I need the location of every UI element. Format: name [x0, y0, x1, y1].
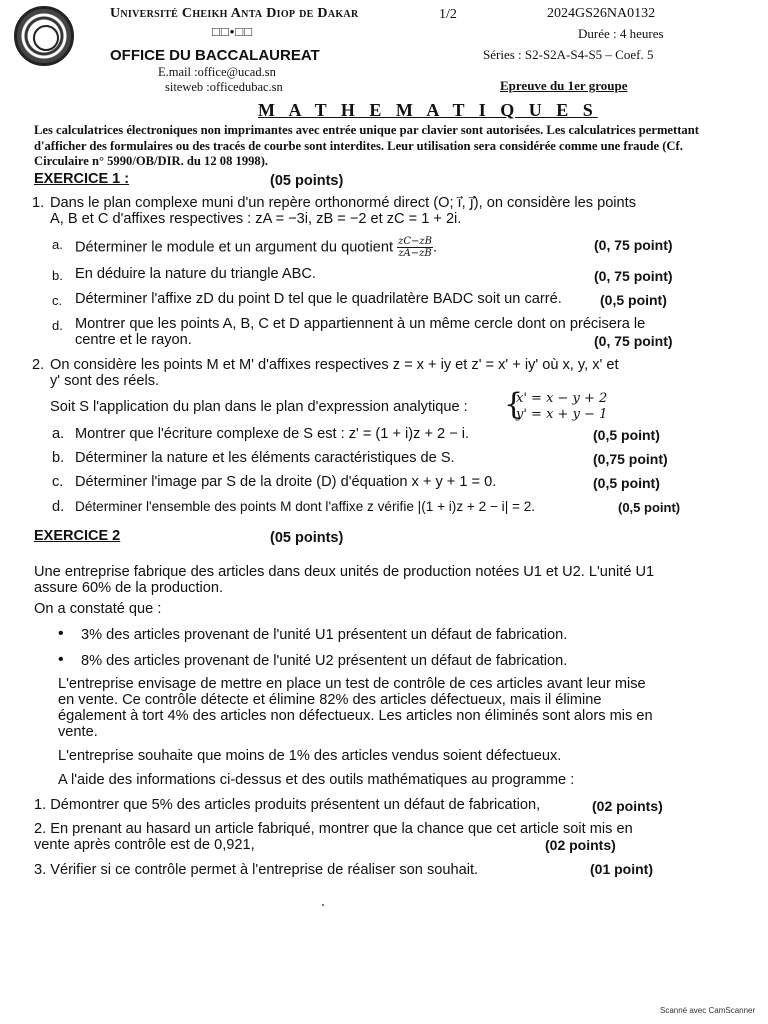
ex1-b-text: En déduire la nature du triangle ABC. [75, 266, 316, 282]
ex1-s-definition: Soit S l'application du plan dans le plan d'expression analytique : [50, 399, 468, 415]
office-website: siteweb :officedubac.sn [165, 80, 283, 94]
ex1-q2c-points: (0,5 point) [593, 475, 660, 491]
ex2-para4: A l'aide des informations ci-dessus et des outils mathématiques au programme : [58, 772, 575, 788]
ex1-q2b-text: Déterminer la nature et les éléments caractéristiques de S. [75, 450, 455, 466]
ex2-para3: L'entreprise souhaite que moins de 1% des articles vendus soient défectueux. [58, 748, 562, 764]
university-name: Université Cheikh Anta Diop de Dakar [110, 6, 359, 21]
scanner-watermark: Scanné avec CamScanner [660, 1006, 756, 1015]
ex1-d-line1: Montrer que les points A, B, C et D appartiennent à un même cercle dont on précisera le [75, 316, 646, 332]
ex1-a-points: (0, 75 point) [594, 237, 673, 253]
ex2-q1-points: (02 points) [592, 798, 663, 814]
ex1-c-label: c. [52, 293, 63, 308]
ex2-q2-line2: vente après contrôle est de 0,921, [34, 837, 255, 853]
system-equation-1: x' = x − y + 2 [516, 391, 608, 406]
page-title: M A T H E M A T I Q U E S [258, 100, 598, 120]
ex2-q2-line1: 2. En prenant au hasard un article fabriqué, montrer que la chance que cet article soit mis en [34, 821, 633, 837]
bullet-icon: • [58, 625, 64, 642]
ex2-intro-line2: assure 60% de la production. [34, 580, 224, 596]
ex1-a-fraction [397, 236, 433, 259]
exercise1-heading: EXERCICE 1 : [34, 171, 130, 187]
ex1-d-points: (0, 75 point) [594, 333, 673, 349]
ex2-q1-text: 1. Démontrer que 5% des articles produits présentent un défaut de fabrication, [34, 797, 541, 813]
university-logo [14, 6, 74, 66]
ex1-q2-line2: y' sont des réels. [50, 373, 160, 389]
ex2-q3-points: (01 point) [590, 861, 653, 877]
ex1-q2d-text: Déterminer l'ensemble des points M dont l'affixe z vérifie |(1 + i)z + 2 − i| = 2. [75, 499, 536, 514]
exam-code: 2024GS26NA0132 [547, 6, 656, 21]
ex1-q2c-text: Déterminer l'image par S de la droite (D) d'équation x + y + 1 = 0. [75, 474, 497, 490]
ex1-q1-number: 1. [32, 195, 45, 211]
ex1-q2a-label: a. [52, 426, 65, 442]
header-boxes: □□•□□ [212, 24, 253, 39]
scan-speck [322, 904, 324, 906]
system-brace: { [504, 387, 524, 422]
ex2-q3-text: 3. Vérifier si ce contrôle permet à l'entreprise de réaliser son souhait. [34, 862, 479, 878]
ex1-q2d-label: d. [52, 499, 65, 515]
ex2-constat: On a constaté que : [34, 601, 162, 617]
exam-session: Epreuve du 1er groupe [500, 78, 628, 93]
ex2-intro-line1: Une entreprise fabrique des articles dans deux unités de production notées U1 et U2. L'unité U1 [34, 564, 655, 580]
ex1-q2b-points: (0,75 point) [593, 451, 668, 467]
ex1-q2b-label: b. [52, 450, 65, 466]
bullet-icon: • [58, 651, 64, 668]
ex1-q2-line1: On considère les points M et M' d'affixes respectives z = x + iy et z' = x' + iy' où x, y, x' et [50, 357, 619, 373]
ex1-q2c-label: c. [52, 474, 64, 490]
system-equation-2: y' = x + y − 1 [516, 407, 608, 422]
exercise2-points: (05 points) [270, 530, 344, 546]
ex1-q2a-points: (0,5 point) [593, 427, 660, 443]
ex2-para2-line4: vente. [58, 724, 98, 740]
exercise1-points: (05 points) [270, 173, 344, 189]
ex2-q2-points: (02 points) [545, 837, 616, 853]
page-number: 1/2 [439, 7, 457, 22]
exam-duration: Durée : 4 heures [578, 26, 664, 41]
ex2-bullet2: 8% des articles provenant de l'unité U2 présentent un défaut de fabrication. [81, 653, 568, 669]
ex2-para2-line1: L'entreprise envisage de mettre en place un test de contrôle de ces articles avant leur mise [58, 676, 646, 692]
ex1-c-text: Déterminer l'affixe zD du point D tel que le quadrilatère BADC soit un carré. [75, 291, 562, 307]
ex1-d-line2: centre et le rayon. [75, 332, 192, 348]
exercise2-heading: EXERCICE 2 [34, 528, 121, 544]
ex1-c-points: (0,5 point) [600, 292, 667, 308]
ex1-q1-line1: Dans le plan complexe muni d'un repère orthonormé direct (O; i⃗, j⃗), on considère les points [50, 195, 637, 211]
ex1-q2a-text: Montrer que l'écriture complexe de S est : z' = (1 + i)z + 2 − i. [75, 426, 470, 442]
calculator-notice: Les calculatrices électroniques non imprimantes avec entrée unique par clavier sont autorisées. Les calculatrices permettant d'afficher des formulaires ou des tracés de courbe sont interdites. Leur utilisation sera considérée comme une fraude (Cf. Circulaire n° 5990/OB/DIR. du 12 08 1998). [34, 123, 699, 168]
ex1-q1-line2: A, B et C d'affixes respectives : zA = −3i, zB = −2 et zC = 1 + 2i. [50, 211, 462, 227]
ex1-b-label: b. [52, 268, 63, 283]
ex1-a-text: Déterminer le module et un argument du quotient [75, 239, 394, 256]
ex2-para2-line3: également à tort 4% des articles non défectueux. Les articles non éliminés sont alors mis en [58, 708, 653, 724]
ex1-q2d-points: (0,5 point) [618, 500, 681, 515]
office-email: E.mail :office@ucad.sn [158, 65, 276, 79]
exam-series: Séries : S2-S2A-S4-S5 – Coef. 5 [483, 47, 654, 62]
ex2-bullet1: 3% des articles provenant de l'unité U1 présentent un défaut de fabrication. [81, 627, 568, 643]
ex1-a-item: Déterminer le module et un argument du quotient $\frac{zC-zB}{zA-zB}$ . [75, 236, 438, 259]
ex1-d-label: d. [52, 318, 63, 333]
ex1-q2-number: 2. [32, 357, 45, 373]
ex1-b-points: (0, 75 point) [594, 268, 673, 284]
ex2-para2-line2: en vente. Ce contrôle détecte et élimine 82% des articles défectueux, mais il élimine [58, 692, 602, 708]
office-name: OFFICE DU BACCALAUREAT [110, 47, 320, 64]
fraction-numerator: zC−zB [398, 236, 432, 247]
fraction-denominator: zA−zB [398, 248, 432, 259]
ex1-a-label: a. [52, 237, 63, 252]
